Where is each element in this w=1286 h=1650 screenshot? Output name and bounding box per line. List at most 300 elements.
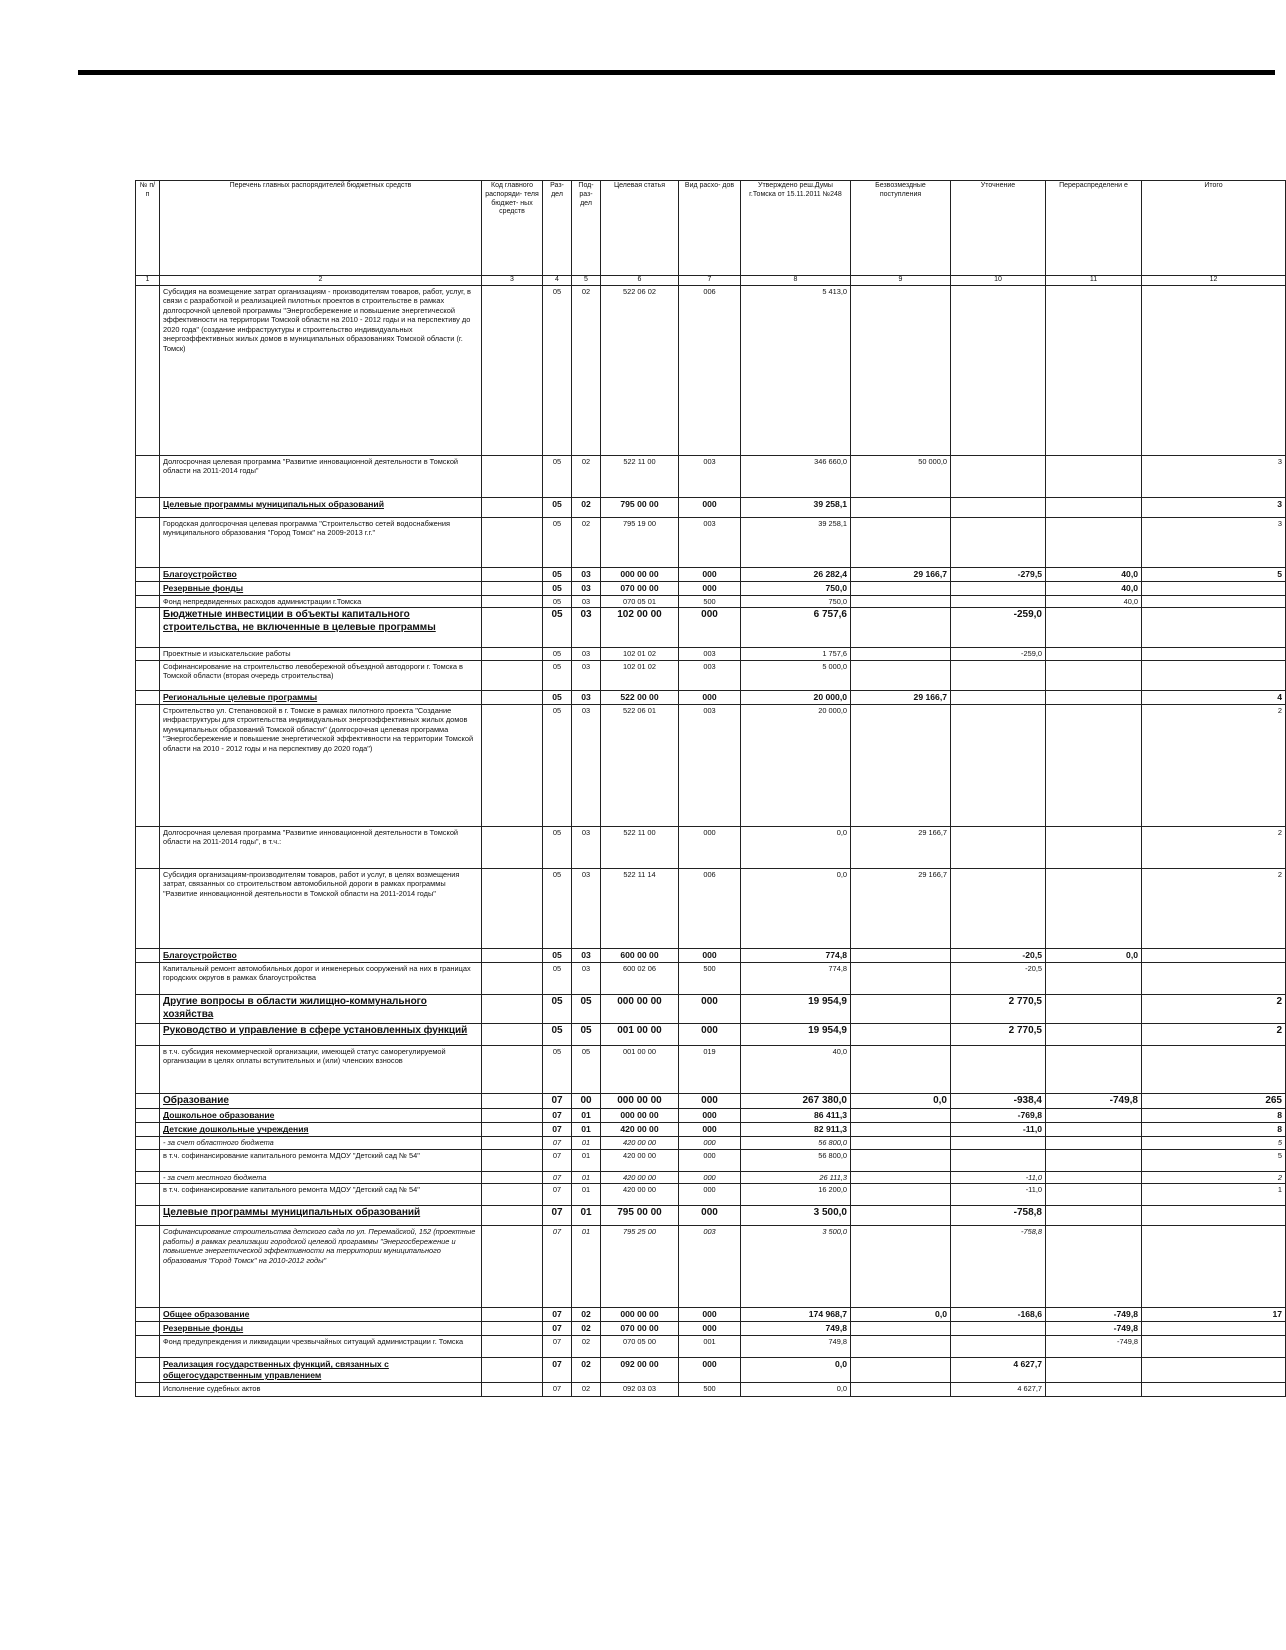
row-expense-type: 000	[679, 690, 741, 704]
row-clarification: 4 627,7	[951, 1383, 1046, 1397]
row-redistribution	[1046, 1226, 1142, 1308]
row-subsection: 03	[572, 704, 601, 826]
row-redistribution	[1046, 1206, 1142, 1226]
row-redistribution: -749,8	[1046, 1336, 1142, 1358]
row-total	[1142, 596, 1286, 608]
row-target-article: 420 00 00	[601, 1149, 679, 1171]
row-clarification	[951, 518, 1046, 568]
row-clarification	[951, 596, 1046, 608]
header-subsection: Под- раз- дел	[572, 181, 601, 276]
row-expense-type: 000	[679, 1123, 741, 1137]
row-manager-code	[482, 596, 543, 608]
row-gratis-receipts	[851, 498, 951, 518]
row-section: 05	[543, 596, 572, 608]
row-number	[136, 456, 160, 498]
row-gratis-receipts: 0,0	[851, 1093, 951, 1109]
row-gratis-receipts	[851, 1171, 951, 1183]
row-number	[136, 498, 160, 518]
row-total	[1142, 1358, 1286, 1383]
row-expense-type: 003	[679, 518, 741, 568]
row-expense-type: 000	[679, 1206, 741, 1226]
row-redistribution: -749,8	[1046, 1322, 1142, 1336]
row-expense-type: 003	[679, 660, 741, 690]
row-subsection: 03	[572, 582, 601, 596]
row-clarification: -168,6	[951, 1308, 1046, 1322]
row-approved: 1 757,6	[741, 648, 851, 660]
row-redistribution	[1046, 648, 1142, 660]
row-expense-type: 019	[679, 1045, 741, 1093]
row-subsection: 01	[572, 1123, 601, 1137]
row-redistribution	[1046, 498, 1142, 518]
row-number	[136, 596, 160, 608]
table-row	[136, 1137, 1286, 1149]
row-target-article: 420 00 00	[601, 1123, 679, 1137]
row-approved: 56 800,0	[741, 1137, 851, 1149]
row-total: 2	[1142, 1171, 1286, 1183]
row-name: в т.ч. софинансирование капитального ремонта МДОУ "Детский сад № 54"	[160, 1184, 482, 1206]
row-target-article: 000 00 00	[601, 994, 679, 1023]
row-approved: 26 111,3	[741, 1171, 851, 1183]
row-section: 05	[543, 704, 572, 826]
row-redistribution: 40,0	[1046, 582, 1142, 596]
budget-table	[135, 180, 1286, 1397]
row-redistribution	[1046, 1023, 1142, 1045]
row-target-article: 522 11 14	[601, 868, 679, 948]
row-approved: 0,0	[741, 826, 851, 868]
row-approved: 5 413,0	[741, 286, 851, 456]
column-number: 12	[1142, 276, 1286, 286]
table-row	[136, 962, 1286, 994]
row-clarification: -11,0	[951, 1171, 1046, 1183]
row-subsection: 03	[572, 948, 601, 962]
row-approved: 16 200,0	[741, 1184, 851, 1206]
table-row	[136, 596, 1286, 608]
row-expense-type: 000	[679, 948, 741, 962]
row-total: 4	[1142, 690, 1286, 704]
row-redistribution	[1046, 1383, 1142, 1397]
row-gratis-receipts	[851, 286, 951, 456]
row-gratis-receipts: 29 166,7	[851, 690, 951, 704]
row-expense-type: 000	[679, 498, 741, 518]
row-name: в т.ч. софинансирование капитального ремонта МДОУ "Детский сад № 54"	[160, 1149, 482, 1171]
row-clarification: -11,0	[951, 1184, 1046, 1206]
row-redistribution: 40,0	[1046, 568, 1142, 582]
row-clarification: -758,8	[951, 1206, 1046, 1226]
row-number	[136, 518, 160, 568]
header-number: № п/п	[136, 181, 160, 276]
row-target-article: 600 00 00	[601, 948, 679, 962]
row-redistribution	[1046, 1171, 1142, 1183]
row-expense-type: 500	[679, 596, 741, 608]
row-redistribution	[1046, 286, 1142, 456]
table-row	[136, 1184, 1286, 1206]
row-clarification	[951, 286, 1046, 456]
row-section: 07	[543, 1336, 572, 1358]
row-clarification	[951, 868, 1046, 948]
row-gratis-receipts	[851, 962, 951, 994]
row-name: Общее образование	[160, 1308, 482, 1322]
row-name: Другие вопросы в области жилищно-коммунального хозяйства	[160, 994, 482, 1023]
row-gratis-receipts: 29 166,7	[851, 568, 951, 582]
row-expense-type: 500	[679, 1383, 741, 1397]
table-row	[136, 608, 1286, 648]
row-total	[1142, 1206, 1286, 1226]
row-redistribution	[1046, 1358, 1142, 1383]
table-row	[136, 1023, 1286, 1045]
table-row	[136, 660, 1286, 690]
row-total: 8	[1142, 1123, 1286, 1137]
header-target-article: Целевая статья	[601, 181, 679, 276]
row-manager-code	[482, 1093, 543, 1109]
row-redistribution: -749,8	[1046, 1093, 1142, 1109]
row-clarification: -279,5	[951, 568, 1046, 582]
row-number	[136, 608, 160, 648]
row-name: Благоустройство	[160, 568, 482, 582]
row-subsection: 01	[572, 1206, 601, 1226]
row-approved: 20 000,0	[741, 690, 851, 704]
row-gratis-receipts	[851, 660, 951, 690]
row-section: 05	[543, 582, 572, 596]
row-total: 3	[1142, 456, 1286, 498]
budget-table-page	[135, 180, 1285, 1650]
column-number: 7	[679, 276, 741, 286]
row-number	[136, 1023, 160, 1045]
row-gratis-receipts	[851, 1383, 951, 1397]
row-expense-type: 000	[679, 1171, 741, 1183]
row-target-article: 070 05 01	[601, 596, 679, 608]
table-row	[136, 1093, 1286, 1109]
row-section: 07	[543, 1137, 572, 1149]
row-target-article: 001 00 00	[601, 1023, 679, 1045]
row-name: Фонд непредвиденных расходов администрации г.Томска	[160, 596, 482, 608]
row-section: 05	[543, 1023, 572, 1045]
row-manager-code	[482, 498, 543, 518]
row-manager-code	[482, 1336, 543, 1358]
row-clarification: -11,0	[951, 1123, 1046, 1137]
row-expense-type: 000	[679, 1109, 741, 1123]
row-manager-code	[482, 518, 543, 568]
row-total	[1142, 648, 1286, 660]
row-gratis-receipts: 29 166,7	[851, 826, 951, 868]
header-recipients: Перечень главных распорядителей бюджетных средств	[160, 181, 482, 276]
row-number	[136, 1093, 160, 1109]
row-gratis-receipts	[851, 518, 951, 568]
row-subsection: 02	[572, 1308, 601, 1322]
row-section: 07	[543, 1322, 572, 1336]
row-redistribution	[1046, 826, 1142, 868]
table-row	[136, 456, 1286, 498]
row-total	[1142, 1336, 1286, 1358]
row-section: 05	[543, 286, 572, 456]
row-name: Исполнение судебных актов	[160, 1383, 482, 1397]
row-gratis-receipts	[851, 1206, 951, 1226]
row-approved: 750,0	[741, 582, 851, 596]
header-section: Раз- дел	[543, 181, 572, 276]
row-manager-code	[482, 962, 543, 994]
row-clarification	[951, 1149, 1046, 1171]
row-subsection: 02	[572, 498, 601, 518]
row-clarification	[951, 690, 1046, 704]
row-total: 5	[1142, 568, 1286, 582]
row-gratis-receipts	[851, 608, 951, 648]
row-clarification	[951, 704, 1046, 826]
row-manager-code	[482, 704, 543, 826]
column-number: 3	[482, 276, 543, 286]
row-number	[136, 1226, 160, 1308]
row-gratis-receipts	[851, 1045, 951, 1093]
row-subsection: 02	[572, 1383, 601, 1397]
table-row	[136, 690, 1286, 704]
row-target-article: 795 00 00	[601, 1206, 679, 1226]
row-total: 2	[1142, 994, 1286, 1023]
row-redistribution	[1046, 1149, 1142, 1171]
row-name: Фонд предупреждения и ликвидации чрезвычайных ситуаций администрации г. Томска	[160, 1336, 482, 1358]
row-approved: 346 660,0	[741, 456, 851, 498]
row-clarification: -20,5	[951, 962, 1046, 994]
row-approved: 774,8	[741, 962, 851, 994]
row-expense-type: 003	[679, 1226, 741, 1308]
row-name: Резервные фонды	[160, 582, 482, 596]
row-manager-code	[482, 568, 543, 582]
row-section: 07	[543, 1226, 572, 1308]
row-subsection: 03	[572, 568, 601, 582]
table-row	[136, 1358, 1286, 1383]
row-target-article: 600 02 06	[601, 962, 679, 994]
row-redistribution	[1046, 518, 1142, 568]
row-clarification	[951, 1336, 1046, 1358]
row-subsection: 03	[572, 826, 601, 868]
row-clarification: 2 770,5	[951, 994, 1046, 1023]
row-target-article: 522 11 00	[601, 826, 679, 868]
table-row	[136, 498, 1286, 518]
row-name: Долгосрочная целевая программа "Развитие инновационной деятельности в Томской области на 2011-2014 годы"	[160, 456, 482, 498]
row-manager-code	[482, 1171, 543, 1183]
column-number: 6	[601, 276, 679, 286]
row-manager-code	[482, 1322, 543, 1336]
row-approved: 267 380,0	[741, 1093, 851, 1109]
row-gratis-receipts	[851, 1322, 951, 1336]
row-approved: 749,8	[741, 1336, 851, 1358]
row-expense-type: 003	[679, 456, 741, 498]
row-manager-code	[482, 1383, 543, 1397]
row-manager-code	[482, 648, 543, 660]
row-total	[1142, 1322, 1286, 1336]
row-manager-code	[482, 826, 543, 868]
row-total: 3	[1142, 518, 1286, 568]
table-row	[136, 1383, 1286, 1397]
row-total: 5	[1142, 1149, 1286, 1171]
row-clarification: -259,0	[951, 608, 1046, 648]
column-number: 1	[136, 276, 160, 286]
row-manager-code	[482, 1109, 543, 1123]
row-section: 05	[543, 690, 572, 704]
row-subsection: 03	[572, 648, 601, 660]
row-redistribution	[1046, 1184, 1142, 1206]
row-target-article: 000 00 00	[601, 1093, 679, 1109]
row-total: 17	[1142, 1308, 1286, 1322]
row-subsection: 01	[572, 1149, 601, 1171]
row-number	[136, 826, 160, 868]
row-approved: 0,0	[741, 1383, 851, 1397]
row-section: 05	[543, 948, 572, 962]
row-manager-code	[482, 582, 543, 596]
row-section: 07	[543, 1109, 572, 1123]
row-total: 2	[1142, 1023, 1286, 1045]
row-name: Благоустройство	[160, 948, 482, 962]
row-clarification: -758,8	[951, 1226, 1046, 1308]
row-section: 07	[543, 1149, 572, 1171]
row-number	[136, 962, 160, 994]
row-subsection: 03	[572, 962, 601, 994]
table-row	[136, 1322, 1286, 1336]
row-expense-type: 003	[679, 648, 741, 660]
row-subsection: 00	[572, 1093, 601, 1109]
row-target-article: 102 01 02	[601, 660, 679, 690]
row-total: 5	[1142, 1137, 1286, 1149]
row-gratis-receipts: 50 000,0	[851, 456, 951, 498]
row-target-article: 092 00 00	[601, 1358, 679, 1383]
row-approved: 39 258,1	[741, 518, 851, 568]
row-section: 07	[543, 1123, 572, 1137]
row-clarification	[951, 1322, 1046, 1336]
row-gratis-receipts: 0,0	[851, 1308, 951, 1322]
row-target-article: 522 06 02	[601, 286, 679, 456]
row-name: Городская долгосрочная целевая программа "Строительство сетей водоснабжения муниципального образования "Город Томск" на 2009-2013 г.г."	[160, 518, 482, 568]
row-redistribution: 40,0	[1046, 596, 1142, 608]
row-target-article: 102 01 02	[601, 648, 679, 660]
row-number	[136, 286, 160, 456]
row-approved: 26 282,4	[741, 568, 851, 582]
row-approved: 0,0	[741, 1358, 851, 1383]
row-section: 05	[543, 518, 572, 568]
row-total	[1142, 608, 1286, 648]
table-row	[136, 1109, 1286, 1123]
column-number: 8	[741, 276, 851, 286]
row-approved: 5 000,0	[741, 660, 851, 690]
row-total: 265	[1142, 1093, 1286, 1109]
row-manager-code	[482, 660, 543, 690]
row-gratis-receipts	[851, 1226, 951, 1308]
row-expense-type: 000	[679, 608, 741, 648]
row-approved: 82 911,3	[741, 1123, 851, 1137]
row-subsection: 02	[572, 1322, 601, 1336]
row-total	[1142, 1226, 1286, 1308]
row-gratis-receipts	[851, 1109, 951, 1123]
row-name: Реализация государственных функций, связанных с общегосударственным управлением	[160, 1358, 482, 1383]
row-subsection: 02	[572, 1336, 601, 1358]
table-row	[136, 868, 1286, 948]
row-section: 05	[543, 648, 572, 660]
table-row	[136, 1171, 1286, 1183]
row-subsection: 02	[572, 456, 601, 498]
row-expense-type: 003	[679, 704, 741, 826]
header-expense-type: Вид расхо- дов	[679, 181, 741, 276]
row-approved: 56 800,0	[741, 1149, 851, 1171]
row-total	[1142, 660, 1286, 690]
row-total: 3	[1142, 498, 1286, 518]
row-gratis-receipts	[851, 648, 951, 660]
row-section: 07	[543, 1184, 572, 1206]
row-expense-type: 000	[679, 1149, 741, 1171]
row-number	[136, 648, 160, 660]
row-subsection: 03	[572, 868, 601, 948]
row-subsection: 03	[572, 608, 601, 648]
row-clarification	[951, 498, 1046, 518]
row-manager-code	[482, 690, 543, 704]
row-clarification	[951, 1045, 1046, 1093]
row-approved: 19 954,9	[741, 994, 851, 1023]
row-expense-type: 500	[679, 962, 741, 994]
row-clarification	[951, 826, 1046, 868]
row-number	[136, 1045, 160, 1093]
row-gratis-receipts	[851, 1149, 951, 1171]
row-subsection: 03	[572, 596, 601, 608]
row-target-article: 000 00 00	[601, 1109, 679, 1123]
table-row	[136, 568, 1286, 582]
row-approved: 40,0	[741, 1045, 851, 1093]
row-approved: 19 954,9	[741, 1023, 851, 1045]
row-number	[136, 1383, 160, 1397]
row-name: Субсидия на возмещение затрат организациям - производителям товаров, работ, услуг, в связи с разработкой и реализацией пилотных проектов в строительстве в рамках долгосрочной целевой программы "Энергосбережение и повышение энергетической эффективности на территории Томской области на 2010 - 2012 годы и на перспективу до 2020 года" (создание инфраструктуры и строительство индивидуальных энергоэффективных жилых домов в муниципальных образованиях Томской области (г. Томск)	[160, 286, 482, 456]
row-number	[136, 1358, 160, 1383]
row-redistribution	[1046, 660, 1142, 690]
row-number	[136, 660, 160, 690]
row-manager-code	[482, 994, 543, 1023]
row-section: 07	[543, 1383, 572, 1397]
row-subsection: 02	[572, 518, 601, 568]
row-name: Софинансирование строительства детского сада по ул. Перемайской, 152 (проектные работы) в рамках реализации городской целевой программы "Энергосбережение и повышение энергетической эффективности на территории муниципального образования "Город Томск" на 2010-2012 годы"	[160, 1226, 482, 1308]
table-row	[136, 1149, 1286, 1171]
top-rule	[78, 70, 1275, 75]
column-number: 11	[1046, 276, 1142, 286]
row-name: Бюджетные инвестиции в объекты капитального строительства, не включенные в целевые программы	[160, 608, 482, 648]
row-target-article: 795 00 00	[601, 498, 679, 518]
row-target-article: 420 00 00	[601, 1171, 679, 1183]
row-name: Резервные фонды	[160, 1322, 482, 1336]
row-expense-type: 000	[679, 1023, 741, 1045]
row-name: Образование	[160, 1093, 482, 1109]
row-target-article: 070 00 00	[601, 1322, 679, 1336]
row-total: 2	[1142, 704, 1286, 826]
row-section: 05	[543, 498, 572, 518]
row-target-article: 102 00 00	[601, 608, 679, 648]
row-total	[1142, 286, 1286, 456]
row-expense-type: 000	[679, 568, 741, 582]
row-name: в т.ч. субсидия некоммерческой организации, имеющей статус саморегулируемой организации в целях оплаты вступительных и (или) членских взносов	[160, 1045, 482, 1093]
row-clarification: -259,0	[951, 648, 1046, 660]
row-gratis-receipts	[851, 1358, 951, 1383]
row-name: Капитальный ремонт автомобильных дорог и инженерных сооружений на них в границах городских округов в рамках благоустройства	[160, 962, 482, 994]
row-section: 05	[543, 568, 572, 582]
row-target-article: 420 00 00	[601, 1137, 679, 1149]
table-row	[136, 1123, 1286, 1137]
row-target-article: 795 25 00	[601, 1226, 679, 1308]
table-row	[136, 1226, 1286, 1308]
row-manager-code	[482, 1045, 543, 1093]
table-header-row	[136, 181, 1286, 276]
row-gratis-receipts	[851, 1137, 951, 1149]
row-approved: 20 000,0	[741, 704, 851, 826]
row-manager-code	[482, 868, 543, 948]
row-approved: 39 258,1	[741, 498, 851, 518]
row-manager-code	[482, 1184, 543, 1206]
row-manager-code	[482, 1358, 543, 1383]
row-redistribution: 0,0	[1046, 948, 1142, 962]
row-manager-code	[482, 1149, 543, 1171]
row-expense-type: 000	[679, 826, 741, 868]
row-manager-code	[482, 948, 543, 962]
column-number: 5	[572, 276, 601, 286]
